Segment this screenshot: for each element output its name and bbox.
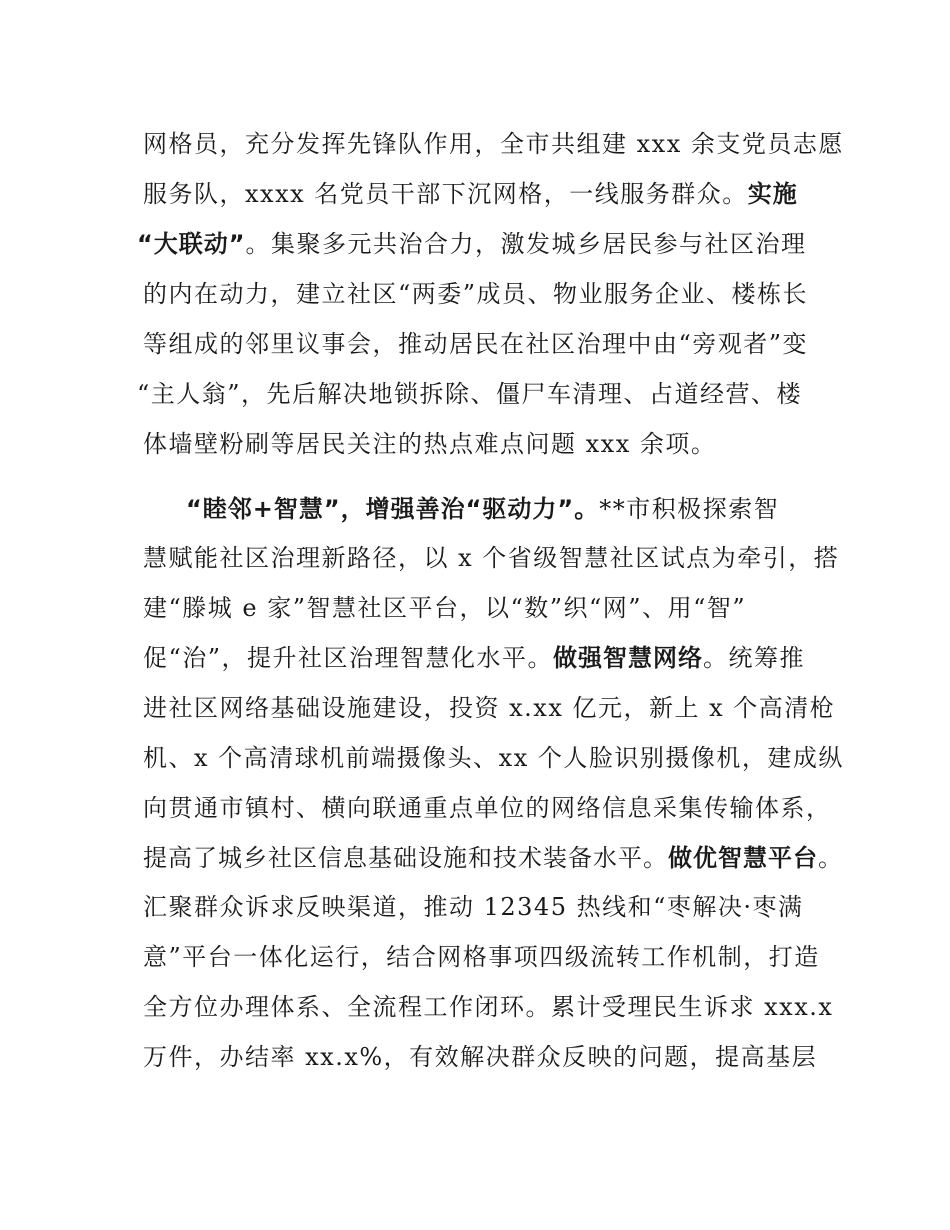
paragraph-2-line-7: 向贯通市镇村、横向联通重点单位的网络信息采集传输体系， <box>143 794 832 822</box>
paragraph-2-line-1 <box>186 494 779 524</box>
paragraph-1-line-3-text: 。集聚多元共治合力，激发城乡居民参与社区治理 <box>245 230 807 258</box>
heading-smart-network: 做强智慧网络 <box>553 644 704 672</box>
paragraph-2-line-8-text: 提高了城乡社区信息基础设施和技术装备水平。 <box>143 844 668 872</box>
paragraph-2-line-4-text: 促“治”，提升社区治理智慧化水平。 <box>143 644 554 672</box>
paragraph-1-line-2-text: 服务队，xxxx 名党员干部下沉网格，一线服务群众。 <box>143 180 748 208</box>
heading-smart-platform: 做优智慧平台 <box>668 844 818 872</box>
paragraph-1-line-7: 体墙壁粉刷等居民关注的热点难点问题 xxx 余项。 <box>143 430 717 458</box>
paragraph-2-line-3: 建“滕城 e 家”智慧社区平台，以“数”织“网”、用“智” <box>143 594 747 622</box>
section-heading-smart-neighbor: “睦邻+智慧”，增强善治“驱动力”。 <box>186 495 600 523</box>
paragraph-2-line-1-text: **市积极探索智 <box>599 495 780 523</box>
paragraph-2-line-6: 机、x 个高清球机前端摄像头、xx 个人脸识别摄像机，建成纵 <box>143 744 844 772</box>
paragraph-2-line-4-text-2: 。统筹推 <box>703 644 806 672</box>
paragraph-1-line-3 <box>137 229 807 259</box>
paragraph-1-line-4: 的内在动力，建立社区“两委”成员、物业服务企业、楼栋长 <box>143 280 809 308</box>
paragraph-2-line-4 <box>143 643 805 673</box>
paragraph-1-line-2 <box>143 179 798 209</box>
paragraph-2-line-12: 万件，办结率 xx.x%，有效解决群众反映的问题，提高基层 <box>143 1043 818 1071</box>
paragraph-2-line-2: 慧赋能社区治理新路径，以 x 个省级智慧社区试点为牵引，搭 <box>143 544 840 572</box>
paragraph-1-line-5: 等组成的邻里议事会，推动居民在社区治理中由“旁观者”变 <box>143 330 809 358</box>
heading-implement: 实施 <box>747 180 798 208</box>
paragraph-2-line-11: 全方位办理体系、全流程工作闭环。累计受理民生诉求 xxx.x <box>143 993 834 1021</box>
paragraph-1-line-1: 网格员，充分发挥先锋队作用，全市共组建 xxx 余支党员志愿 <box>143 130 844 158</box>
paragraph-2-line-10: 意”平台一体化运行，结合网格事项四级流转工作机制，打造 <box>143 943 820 971</box>
heading-big-linkage: “大联动” <box>137 230 246 258</box>
paragraph-2-line-9: 汇聚群众诉求反映渠道，推动 12345 热线和“枣解决·枣满 <box>143 893 804 921</box>
paragraph-2-line-8-text-2: 。 <box>818 844 843 872</box>
paragraph-1-line-6: “主人翁”，先后解决地锁拆除、僵尸车清理、占道经营、楼 <box>137 380 803 408</box>
paragraph-2-line-8 <box>143 843 843 873</box>
paragraph-2-line-5: 进社区网络基础设施建设，投资 x.xx 亿元，新上 x 个高清枪 <box>143 694 836 722</box>
